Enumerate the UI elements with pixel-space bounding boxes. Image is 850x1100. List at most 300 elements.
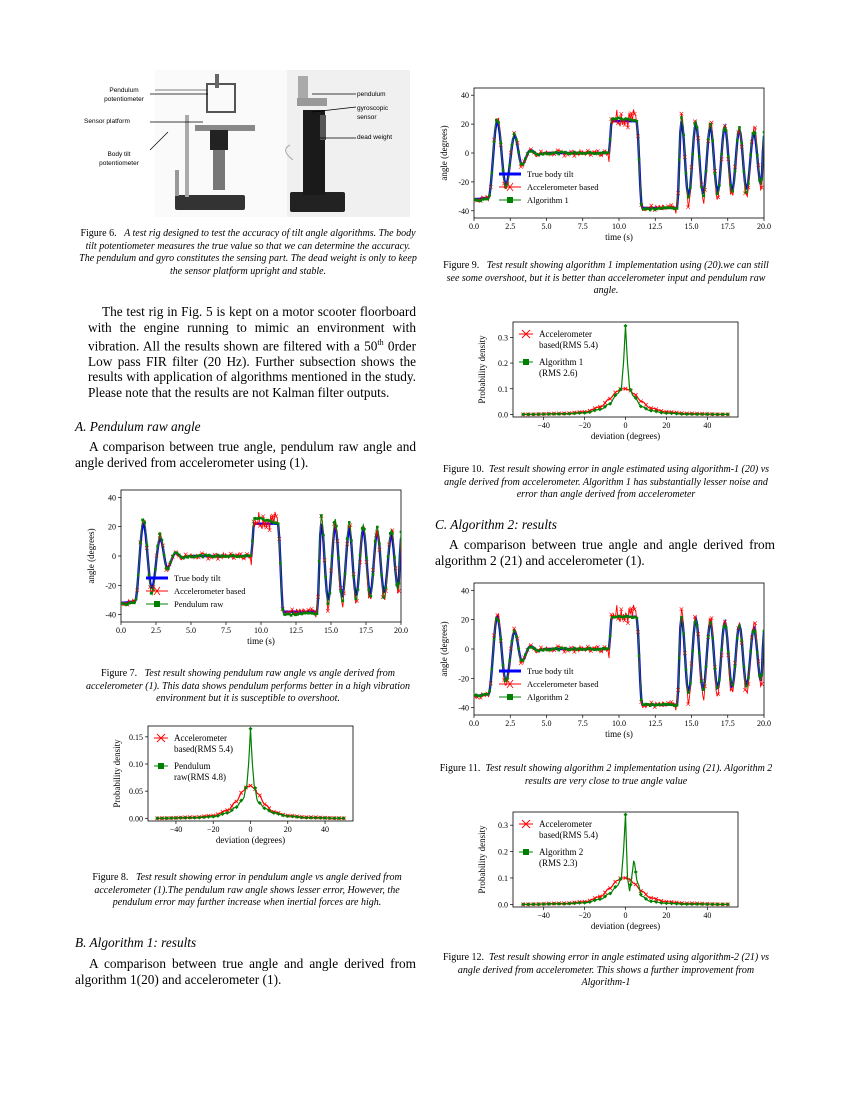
data-point	[618, 117, 621, 120]
x-tick-label: 20.0	[394, 626, 408, 635]
data-point	[694, 123, 697, 126]
data-point	[758, 179, 761, 182]
data-point	[515, 635, 518, 638]
data-point	[707, 138, 710, 141]
data-point	[602, 647, 605, 650]
x-tick-label: 20	[662, 911, 671, 920]
data-point	[542, 649, 545, 652]
data-point	[135, 598, 138, 601]
legend-label: raw(RMS 4.8)	[174, 772, 226, 782]
data-point	[582, 648, 585, 651]
y-axis-label: Probability density	[477, 335, 487, 404]
data-point	[647, 208, 650, 211]
data-point	[156, 545, 159, 548]
data-point	[531, 646, 534, 649]
data-point	[680, 616, 683, 619]
data-point	[473, 694, 476, 697]
data-point	[611, 616, 614, 619]
data-point	[749, 650, 752, 653]
data-point	[667, 207, 670, 210]
data-point	[676, 207, 679, 210]
legend-marker	[523, 359, 529, 365]
data-point	[760, 673, 763, 676]
y-axis-label: angle (degrees)	[439, 125, 449, 181]
data-point	[763, 630, 766, 633]
legend-label: True body tilt	[527, 169, 574, 179]
y-tick-label: 40	[461, 586, 469, 596]
data-point	[513, 630, 516, 633]
x-tick-label: 0	[623, 421, 628, 430]
y-tick-label: 20	[108, 522, 116, 532]
data-point	[488, 194, 491, 197]
data-point	[533, 151, 536, 154]
data-point	[687, 196, 690, 199]
label-pendulum: pendulum	[357, 91, 386, 98]
data-point	[595, 152, 598, 155]
data-point	[618, 615, 621, 618]
data-point	[339, 590, 342, 593]
data-point	[400, 531, 403, 534]
data-point	[502, 169, 505, 172]
data-point	[154, 568, 157, 571]
data-point	[736, 139, 739, 142]
data-point	[578, 647, 581, 650]
data-point	[508, 164, 511, 167]
data-point	[484, 198, 487, 201]
data-point	[544, 152, 547, 155]
x-tick-label: 10.0	[612, 719, 626, 728]
data-point	[378, 543, 381, 546]
legend-label: based(RMS 5.4)	[539, 340, 598, 350]
data-point	[745, 685, 748, 688]
data-point	[711, 637, 714, 640]
data-point	[620, 615, 623, 618]
data-point	[658, 703, 661, 706]
legend-label: Algorithm 1	[527, 195, 569, 205]
legend-label: Algorithm 1	[539, 357, 584, 367]
x-tick-label: 15.0	[684, 719, 699, 728]
fig6-arrows-right	[310, 92, 360, 142]
data-point	[385, 587, 388, 590]
y-tick-label: 0.15	[129, 732, 143, 742]
x-tick-label: 5.0	[541, 222, 552, 231]
x-tick-label: 20	[662, 421, 671, 430]
y-tick-label: -20	[458, 177, 469, 187]
data-point	[562, 647, 565, 650]
legend-marker	[507, 197, 513, 203]
data-point	[348, 521, 351, 524]
legend-marker	[154, 601, 160, 607]
data-point	[513, 132, 516, 135]
section-a-paragraph: A comparison between true angle, pendulum raw angle and angle derived from accelerometer using (1).	[75, 439, 416, 470]
data-point	[391, 532, 394, 535]
data-point	[475, 198, 478, 201]
data-point	[756, 651, 759, 654]
data-point	[143, 521, 146, 524]
data-point	[613, 616, 616, 619]
figure-8-caption: Figure 8. Test result showing error in pendulum angle vs angle derived from accelerometer (1).The pendulum raw angle shows lesser error, However, the pendulum error may further increase when inertial forces are high.	[92, 872, 402, 908]
data-point	[324, 576, 327, 579]
data-point	[528, 150, 531, 153]
legend-label: Accelerometer based	[527, 679, 599, 689]
y-tick-label: 0	[465, 149, 469, 158]
data-point	[720, 648, 723, 651]
data-point	[491, 172, 494, 175]
x-tick-label: 2.5	[151, 626, 161, 635]
data-point	[593, 152, 596, 155]
data-point	[629, 616, 632, 619]
x-tick-label: 17.5	[720, 719, 735, 728]
section-b-heading: B. Algorithm 1: results	[75, 935, 197, 950]
label-sensor-platform: Sensor platform	[84, 118, 130, 125]
data-point	[745, 191, 748, 194]
data-point	[249, 554, 252, 557]
data-point	[553, 151, 556, 154]
legend-label: True body tilt	[527, 666, 574, 676]
data-point	[499, 638, 502, 641]
data-point	[564, 151, 567, 154]
data-point	[506, 677, 509, 680]
data-point	[725, 129, 728, 132]
y-tick-label: 40	[461, 91, 469, 101]
data-point	[658, 207, 661, 210]
data-point	[359, 554, 362, 557]
data-point	[647, 703, 650, 706]
data-point	[644, 703, 647, 706]
data-point	[702, 688, 705, 691]
legend-label: Accelerometer	[539, 329, 592, 339]
x-axis-label: deviation (degrees)	[590, 921, 661, 931]
data-point	[475, 694, 478, 697]
data-point	[598, 152, 601, 155]
figure-8-chart	[100, 722, 360, 850]
data-point	[346, 537, 349, 540]
data-point	[740, 142, 743, 145]
data-point	[696, 126, 699, 129]
x-tick-label: −40	[537, 911, 550, 920]
data-point	[749, 153, 752, 156]
data-point	[551, 648, 554, 651]
data-point	[720, 153, 723, 156]
data-point	[387, 555, 390, 558]
data-point	[615, 616, 618, 619]
legend-label: Accelerometer	[174, 733, 227, 743]
x-tick-label: −20	[578, 421, 591, 430]
figure-9-chart	[438, 80, 773, 248]
data-point	[595, 648, 598, 651]
data-point	[495, 617, 498, 620]
x-tick-label: 17.5	[720, 222, 735, 231]
data-point	[382, 596, 385, 599]
data-point	[511, 640, 514, 643]
data-point	[723, 625, 726, 628]
data-point	[691, 650, 694, 653]
data-point	[535, 649, 538, 652]
data-point	[615, 117, 618, 120]
data-point	[698, 652, 701, 655]
data-point	[591, 152, 594, 155]
x-tick-label: 40	[703, 911, 712, 920]
data-point	[569, 649, 572, 652]
data-point	[743, 170, 746, 173]
data-point	[636, 617, 639, 620]
data-point	[624, 117, 627, 120]
data-point	[150, 592, 153, 595]
data-point	[161, 539, 164, 542]
data-point	[555, 647, 558, 650]
label-gyroscopic-sensor: gyroscopic sensor	[357, 105, 389, 121]
data-point	[754, 630, 757, 633]
y-tick-label: 0.1	[498, 873, 508, 883]
x-tick-label: −40	[169, 825, 183, 834]
data-point	[682, 134, 685, 137]
section-b-paragraph: A comparison between true angle and angle derived from algorithm 1(20) and accelerometer (1).	[75, 956, 416, 987]
data-point	[374, 540, 377, 543]
y-tick-label: -40	[105, 610, 116, 620]
y-tick-label: 0.2	[498, 359, 508, 369]
data-point	[524, 653, 527, 656]
data-point	[163, 554, 166, 557]
legend-label: Algorithm 2	[539, 847, 584, 857]
data-point	[727, 651, 730, 654]
x-tick-label: 7.5	[577, 719, 588, 728]
x-tick-label: 7.5	[577, 222, 588, 231]
legend-label: (RMS 2.3)	[539, 858, 578, 868]
section-a-heading: A. Pendulum raw angle	[75, 419, 201, 434]
data-point	[689, 186, 692, 189]
figure-7-chart	[85, 478, 415, 658]
data-point	[593, 648, 596, 651]
data-point	[678, 657, 681, 660]
x-tick-label: 12.5	[648, 719, 663, 728]
data-point	[139, 541, 142, 544]
data-point	[707, 635, 710, 638]
data-point	[531, 150, 534, 153]
data-point	[716, 193, 719, 196]
data-point	[137, 574, 140, 577]
section-c-heading: C. Algorithm 2: results	[435, 517, 557, 532]
legend-label: Accelerometer	[539, 819, 592, 829]
data-point	[589, 647, 592, 650]
data-point	[671, 704, 674, 707]
x-tick-label: 5.0	[186, 626, 196, 635]
data-point	[488, 690, 491, 693]
x-tick-label: 0.0	[469, 719, 479, 728]
data-point	[557, 649, 560, 652]
legend-label: (RMS 2.6)	[539, 368, 578, 378]
figure-10-caption: Figure 10. Test result showing error in angle estimated using algorithm-1 (20) vs angle derived from accelerometer. Algorithm 1 has substantially lesser noise and error than angle derived from accelerometer	[442, 464, 770, 500]
data-point	[148, 574, 151, 577]
y-tick-label: 0.05	[129, 787, 143, 797]
data-point	[502, 664, 505, 667]
data-point	[479, 695, 482, 698]
data-point	[627, 118, 630, 121]
data-point	[731, 684, 734, 687]
data-point	[555, 151, 558, 154]
data-point	[723, 129, 726, 132]
data-point	[573, 151, 576, 154]
data-point	[725, 626, 728, 629]
y-tick-label: 20	[461, 615, 469, 625]
data-point	[689, 682, 692, 685]
data-point	[333, 521, 336, 524]
data-point	[743, 665, 746, 668]
data-point	[636, 120, 639, 123]
y-tick-label: -40	[458, 206, 469, 216]
data-point	[580, 152, 583, 155]
data-point	[479, 199, 482, 202]
data-point	[528, 646, 531, 649]
figure-9-caption: Figure 9. Test result showing algorithm 1 implementation using (20).we can still see some overshoot, but it is better than accelerometer input and pendulum raw angle.	[443, 260, 769, 296]
data-point	[146, 544, 149, 547]
data-point	[560, 151, 563, 154]
data-point	[380, 574, 383, 577]
x-tick-label: 10.0	[612, 222, 626, 231]
data-point	[584, 152, 587, 155]
y-tick-label: 0.3	[498, 333, 508, 343]
data-point	[685, 668, 688, 671]
figure-12-chart	[463, 808, 753, 936]
data-point	[584, 648, 587, 651]
figure-10-chart	[463, 318, 753, 446]
data-point	[622, 118, 625, 121]
data-point	[669, 206, 672, 209]
data-point	[376, 526, 379, 529]
x-axis-label: time (s)	[605, 729, 633, 739]
data-point	[691, 153, 694, 156]
data-point	[662, 206, 665, 209]
data-point	[562, 151, 565, 154]
data-point	[520, 659, 523, 662]
data-point	[607, 647, 610, 650]
data-point	[477, 199, 480, 202]
data-point	[365, 557, 368, 560]
data-point	[694, 621, 697, 624]
y-tick-label: 0.10	[129, 760, 143, 769]
x-tick-label: 40	[703, 421, 712, 430]
data-point	[665, 703, 668, 706]
data-point	[669, 703, 672, 706]
x-tick-label: −20	[578, 911, 591, 920]
fig6-arrows-left	[148, 92, 218, 162]
label-pendulum-potentiometer: Pendulum potentiometer	[104, 87, 144, 103]
x-tick-label: 15.0	[684, 222, 699, 231]
data-point	[624, 615, 627, 618]
x-tick-label: 2.5	[505, 719, 516, 728]
data-point	[499, 142, 502, 145]
data-point	[573, 647, 576, 650]
data-point	[734, 665, 737, 668]
x-axis-label: time (s)	[247, 636, 275, 646]
data-point	[277, 522, 280, 525]
data-point	[609, 138, 612, 141]
data-point	[473, 199, 476, 202]
data-point	[709, 621, 712, 624]
data-point	[711, 140, 714, 143]
x-tick-label: 0.0	[469, 222, 479, 231]
legend-label: based(RMS 5.4)	[539, 830, 598, 840]
data-point	[760, 178, 763, 181]
data-point	[687, 691, 690, 694]
paragraph-test-rig: The test rig in Fig. 5 is kept on a motor scooter floorboard with the engine running to mimic an environment with vibration. All the results shown are filtered with a 50th 0rder Low pass FIR filter (20 Hz). Further subsection shows the results with application of algorithms mentioned in the study. Please note that the results are not Kalman filter outputs.	[88, 304, 416, 400]
y-tick-label: -20	[105, 581, 116, 591]
data-point	[493, 140, 496, 143]
figure-12-caption: Figure 12. Test result showing error in angle estimated using algorithm-2 (21) vs angle derived from accelerometer. This shows a further improvement from Algorithm-1	[442, 952, 770, 988]
data-point	[700, 186, 703, 189]
data-point	[141, 519, 144, 522]
data-point	[627, 615, 630, 618]
x-tick-label: −20	[206, 825, 220, 834]
y-tick-label: 40	[108, 493, 116, 503]
data-point	[763, 131, 766, 134]
label-body-tilt-potentiometer: Body tilt potentiometer	[99, 151, 139, 167]
data-point	[734, 170, 737, 173]
data-point	[640, 698, 643, 701]
data-point	[600, 152, 603, 155]
data-point	[517, 151, 520, 154]
label-dead-weight: dead weight	[357, 134, 393, 141]
data-point	[560, 647, 563, 650]
x-tick-label: 0	[248, 825, 253, 834]
data-point	[318, 560, 321, 563]
data-point	[495, 119, 498, 122]
figure-11-chart	[438, 575, 773, 747]
data-point	[714, 667, 717, 670]
data-point	[754, 132, 757, 135]
data-point	[598, 648, 601, 651]
data-point	[611, 118, 614, 121]
data-point	[633, 119, 636, 122]
data-point	[571, 648, 574, 651]
data-point	[331, 554, 334, 557]
y-tick-label: 0.3	[498, 821, 508, 831]
data-point	[662, 703, 665, 706]
data-point	[535, 153, 538, 156]
data-point	[586, 648, 589, 651]
data-point	[569, 153, 572, 156]
y-tick-label: 0.1	[498, 384, 508, 394]
data-point	[729, 678, 732, 681]
data-point	[638, 158, 641, 161]
x-tick-label: 2.5	[505, 222, 516, 231]
x-tick-label: −40	[537, 421, 550, 430]
data-point	[320, 514, 323, 517]
data-point	[714, 172, 717, 175]
data-point	[537, 650, 540, 653]
data-point	[607, 151, 610, 154]
data-point	[477, 695, 480, 698]
data-point	[171, 555, 174, 558]
data-point	[322, 534, 325, 537]
data-point	[738, 126, 741, 129]
legend-label: Pendulum	[174, 761, 211, 771]
data-point	[553, 647, 556, 650]
data-point	[337, 557, 340, 560]
x-tick-label: 20	[283, 825, 292, 834]
x-tick-label: 12.5	[289, 626, 303, 635]
data-point	[622, 616, 625, 619]
data-point	[653, 704, 656, 707]
y-tick-label: 0	[465, 645, 469, 654]
data-point	[486, 198, 489, 201]
data-point	[344, 573, 347, 576]
data-point	[564, 647, 567, 650]
data-point	[600, 648, 603, 651]
legend-label: Algorithm 2	[527, 692, 569, 702]
y-axis-label: angle (degrees)	[439, 621, 449, 677]
data-point	[279, 562, 282, 565]
data-point	[557, 153, 560, 156]
